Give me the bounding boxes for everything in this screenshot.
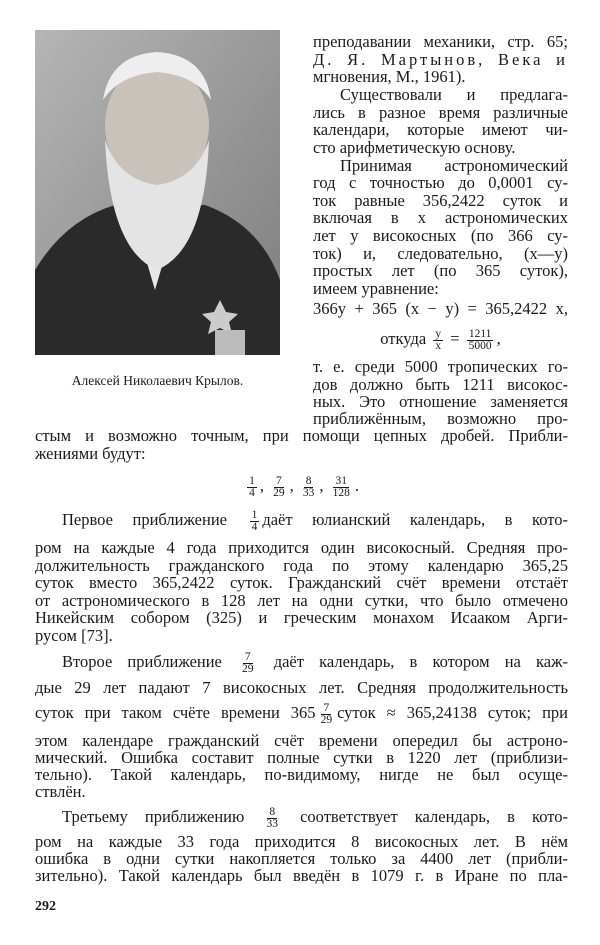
- fraction-denominator: 33: [266, 817, 278, 830]
- text-segment: ,: [289, 476, 298, 495]
- fraction: [240, 652, 256, 675]
- fraction-denominator: 4: [251, 520, 258, 533]
- text-segment: =: [446, 329, 464, 348]
- text-line: [313, 280, 568, 298]
- text-segment: ,: [496, 329, 501, 348]
- fraction: [331, 476, 352, 499]
- text-line: [313, 68, 568, 86]
- text-line: [313, 121, 568, 139]
- fraction-denominator: 29: [273, 486, 285, 499]
- fraction: [319, 703, 335, 726]
- text-line: [313, 227, 568, 245]
- text-segment: суток ≈ 365,24138 суток; при: [337, 703, 569, 722]
- text-line: [35, 609, 568, 627]
- text-segment: суток вместо 365,2422 суток. Гражданский счёт времени отстаёт: [35, 573, 568, 592]
- fraction-numerator: 1: [249, 474, 255, 487]
- text-segment: ных. Это отношение заменяется: [313, 392, 568, 411]
- text-segment: суток при таком счёте времени 365: [35, 703, 316, 722]
- fraction-denominator: x: [435, 339, 442, 352]
- text-line: [340, 86, 568, 104]
- fraction: [467, 329, 494, 352]
- text-line: [35, 445, 568, 463]
- text-segment: простых лет (по 365 суток),: [313, 261, 568, 280]
- text-line: [313, 174, 568, 192]
- text-segment: преподавании механики, стр. 65;: [313, 32, 568, 51]
- text-line: [62, 651, 568, 673]
- text-line: [313, 358, 568, 376]
- text-line: [35, 679, 568, 697]
- text-segment: Третьему приближению: [62, 807, 262, 826]
- fraction: [264, 807, 280, 830]
- text-segment: календари, которые имеют чи-: [313, 120, 568, 139]
- text-segment: этом календаре гражданский счёт времени опередил бы астроно-: [35, 731, 568, 750]
- text-line: [35, 867, 568, 885]
- text-segment: лет y високосных (по 366 су-: [313, 226, 568, 245]
- text-segment: ток) и, следовательно, (x—y): [313, 244, 568, 263]
- text-line: [35, 783, 568, 801]
- text-line: [35, 427, 568, 445]
- fraction-numerator: 7: [323, 701, 330, 714]
- text-segment: от астрономического в 128 лет на одни сутки, что было отмечено: [35, 591, 568, 610]
- fraction-denominator: 128: [332, 486, 350, 499]
- text-segment: т. е. среди 5000 тропических го-: [313, 357, 568, 376]
- page-number: 292: [35, 899, 56, 914]
- fraction-denominator: 29: [242, 662, 254, 675]
- text-line: [62, 509, 568, 531]
- text-segment: ,: [259, 476, 269, 495]
- text-segment: зительно). Такой календарь был введён в 1079 г. в Иране по пла-: [35, 866, 568, 885]
- text-line: [35, 702, 568, 724]
- fraction-numerator: 1211: [468, 327, 492, 340]
- text-segment: Никейским собором (325) и греческим монахом Исааком Арги-: [35, 608, 568, 627]
- text-segment: 366y + 365 (x − y) = 365,2422 x,: [313, 299, 568, 318]
- text-line: [313, 300, 568, 318]
- fraction-numerator: 1: [251, 508, 258, 521]
- text-segment: ром на каждые 4 года приходится один високосный. Средняя про-: [35, 538, 568, 557]
- text-segment: стым и возможно точным, при помощи цепных дробей. Прибли-: [35, 426, 568, 445]
- text-segment: .: [354, 476, 359, 495]
- text-segment: соответствует календарь, в кото-: [282, 807, 568, 826]
- fraction-numerator: 7: [275, 474, 282, 487]
- text-segment: мический. Ошибка составит полные сутки в 1220 лет (приблизи-: [35, 748, 568, 767]
- text-segment: Существовали и предлага-: [340, 85, 568, 104]
- fraction-denominator: 4: [249, 486, 255, 499]
- portrait-caption: Алексей Николаевич Крылов.: [71, 373, 244, 388]
- text-segment: ствлён.: [35, 782, 86, 801]
- text-line: [35, 473, 568, 499]
- text-segment: год с точностью до 0,0001 су-: [313, 173, 568, 192]
- text-segment: Первое приближение: [62, 510, 247, 529]
- text-segment: Принимая астрономический: [340, 156, 568, 175]
- text-segment: даёт календарь, в котором на каж-: [258, 652, 568, 671]
- fraction-numerator: 8: [269, 805, 276, 818]
- text-segment: русом [73].: [35, 626, 113, 645]
- text-segment: дов должно быть 1211 високос-: [313, 375, 568, 394]
- text-segment: дые 29 лет падают 7 високосных лет. Средняя продолжительность: [35, 678, 568, 697]
- text-segment: имеем уравнение:: [313, 279, 439, 298]
- text-line: [62, 806, 568, 828]
- text-segment: Второе приближение: [62, 652, 238, 671]
- text-line: [313, 139, 568, 157]
- text-line: [35, 766, 568, 784]
- fraction: [433, 329, 443, 352]
- portrait-photo-krylov: [35, 30, 280, 355]
- fraction-numerator: 31: [335, 474, 347, 487]
- fraction-numerator: 7: [244, 650, 251, 663]
- fraction-denominator: 33: [302, 486, 315, 499]
- fraction-denominator: 5000: [468, 339, 492, 352]
- text-line: [35, 574, 568, 592]
- text-segment: ошибка в одни сутки накопляется только за 4400 лет (прибли-: [35, 849, 568, 868]
- text-segment: должительность гражданского года по этому календарю 365,25: [35, 556, 568, 575]
- fraction: [271, 476, 287, 499]
- text-segment: ток равные 356,2422 суток и: [313, 191, 568, 210]
- text-segment: Д. Я. Мартынов, Века и: [313, 50, 568, 69]
- fraction: [301, 476, 317, 499]
- text-segment: лись в разное время различные: [313, 103, 568, 122]
- text-line: [313, 326, 568, 352]
- text-segment: жениями будут:: [35, 444, 146, 463]
- text-segment: сто арифметическую основу.: [313, 138, 516, 157]
- text-segment: даёт юлианский календарь, в кото-: [262, 510, 569, 529]
- fraction: [250, 510, 260, 533]
- text-segment: ром на каждые 33 года приходится 8 високосных лет. В нём: [35, 832, 568, 851]
- text-line: [313, 262, 568, 280]
- text-segment: приближённым, возможно про-: [313, 409, 568, 428]
- text-line: [313, 209, 568, 227]
- text-segment: ,: [319, 476, 328, 495]
- fraction: [247, 476, 257, 499]
- text-line: [313, 33, 568, 51]
- fraction-numerator: 8: [305, 474, 312, 487]
- text-line: [35, 539, 568, 557]
- text-segment: мгновения, М., 1961).: [313, 67, 466, 86]
- fraction-denominator: 29: [320, 713, 333, 726]
- text-line: [35, 627, 568, 645]
- fraction-numerator: y: [435, 327, 442, 340]
- text-segment: тельно). Такой календарь, по-видимому, нигде не был осуще-: [35, 765, 568, 784]
- text-segment: откуда: [380, 329, 431, 348]
- text-segment: включая в x астрономических: [313, 208, 568, 227]
